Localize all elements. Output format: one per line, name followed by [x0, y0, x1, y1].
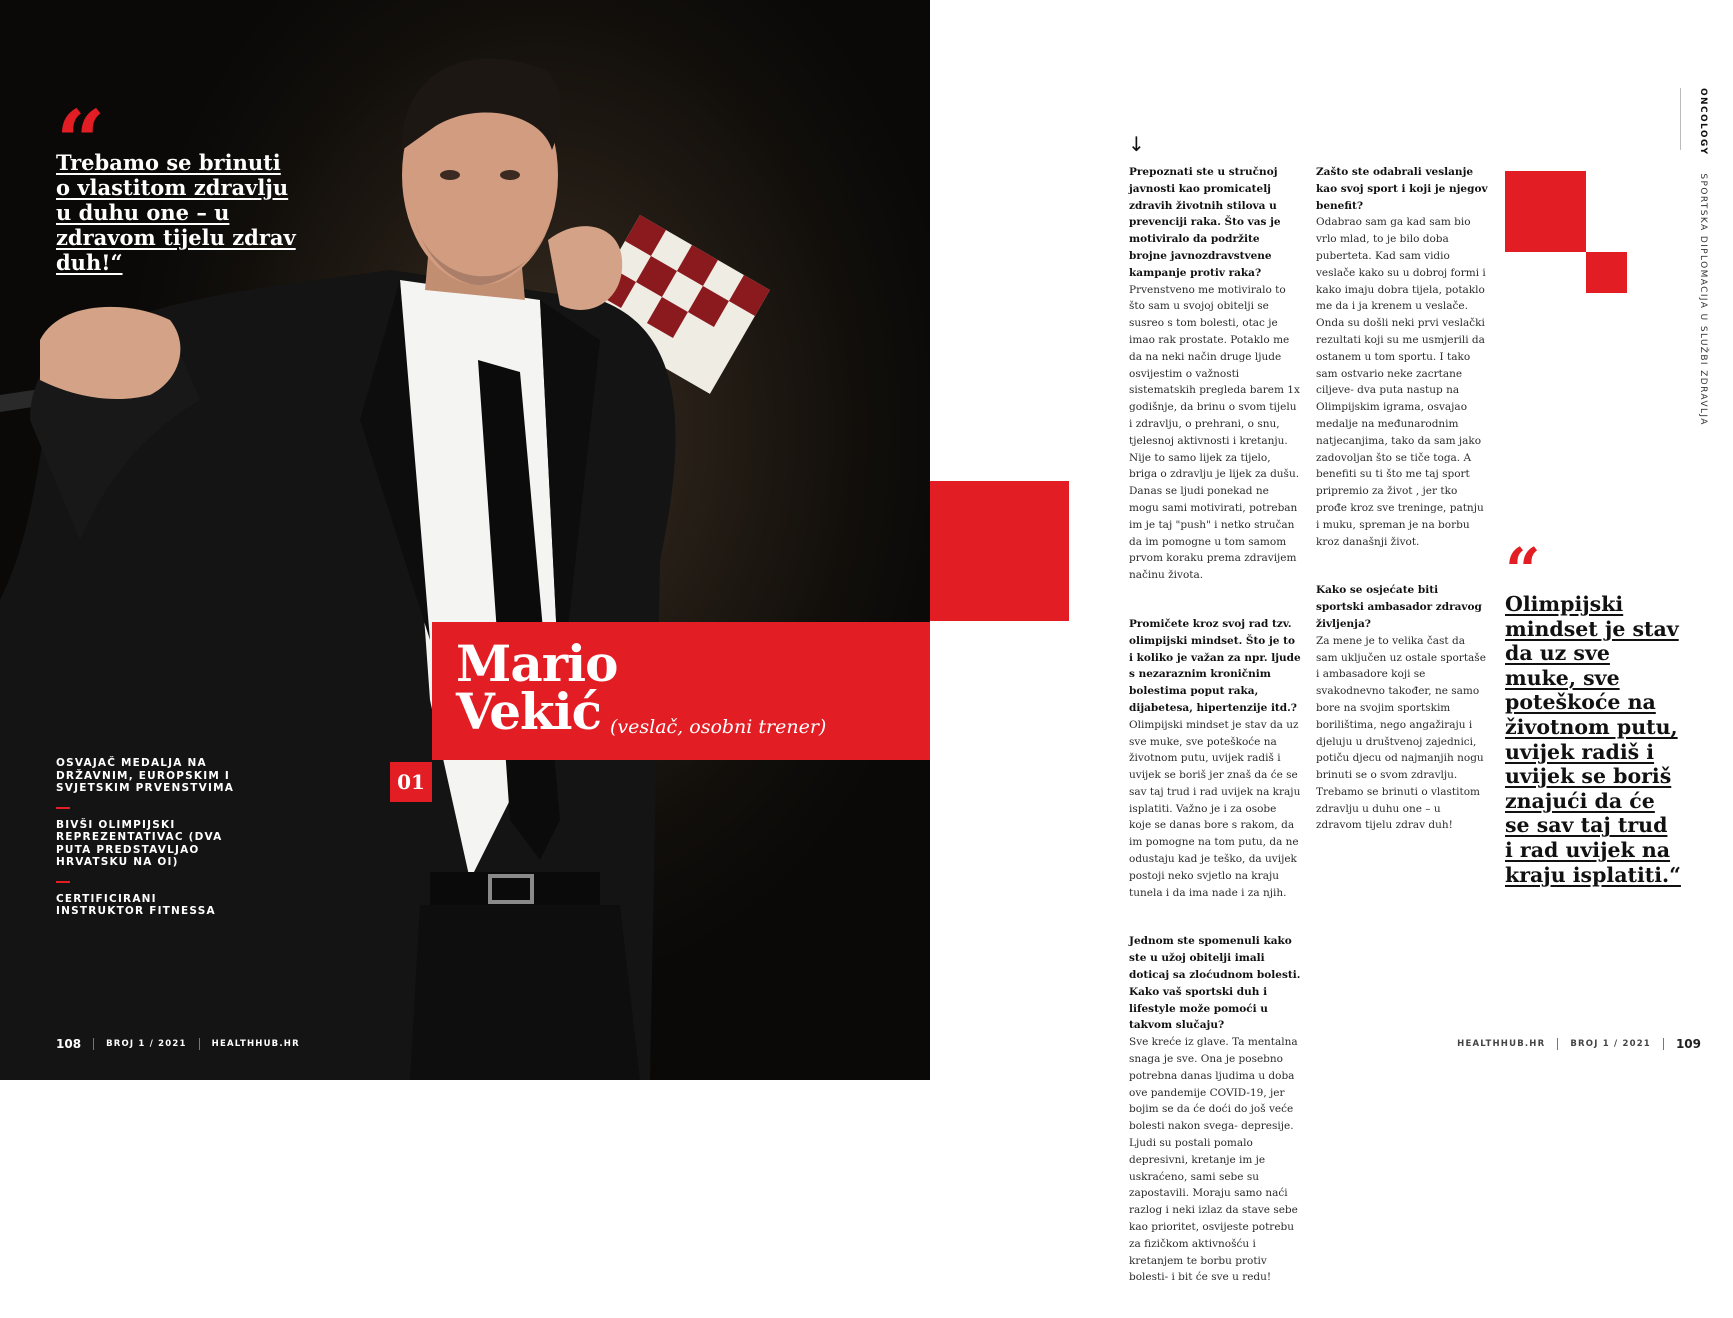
section-title: SPORTSKA DIPLOMACIJA U SLUŽBI ZDRAVLJA — [1698, 173, 1708, 426]
issue-label: BROJ 1 / 2021 — [1570, 1039, 1651, 1049]
qa-block — [1316, 164, 1488, 550]
section-category: ONCOLOGY — [1698, 88, 1708, 156]
pull-quote-left: Trebamo se brinuti o vlastitom zdravlju u duhu one – u zdravom tijelu zdrav duh!“ — [56, 150, 296, 275]
footer-left — [56, 1037, 300, 1051]
red-accent-block — [930, 481, 1069, 621]
footer-divider — [1663, 1038, 1664, 1050]
left-page — [0, 0, 930, 1080]
issue-label: BROJ 1 / 2021 — [106, 1039, 187, 1049]
name-last: Vekić — [456, 682, 602, 741]
qa-block — [1316, 582, 1488, 834]
arrow-down-icon: ↓ — [1128, 132, 1145, 156]
qa-question: Promičete kroz svoj rad tzv. olimpijski mindset. Što je to i koliko je važan za npr. ljude s nezaraznim kroničnim bolestima poput raka, dijabetesa, hipertenzije itd.? — [1129, 617, 1301, 714]
article-column-1 — [1129, 164, 1301, 1318]
qa-answer: Za mene je to velika čast da sam uključen uz ostale sportaše i ambasadore koji se svakodnevno također, ne samo bore na svojim sportskim borilištima, nego angažiraju i djeluju u društvenoj zajednici, potiču djecu od najmanjih nogu brinuti se o svom zdravlju. Trebamo se brinuti o vlastitom zdravlju u duhu one – u zdravom tijelu zdrav duh! — [1316, 634, 1486, 832]
pull-quote-right: Olimpijski mindset je stav da uz sve muke, sve poteškoće na životnom putu, uvijek radiš i uvijek se boriš znajući da će se sav taj trud i rad uvijek na kraju isplatiti.“ — [1505, 592, 1681, 887]
qa-question: Jednom ste spomenuli kako ste u užoj obitelji imali doticaj sa zloćudnom bolesti. Kako vaš sportski duh i lifestyle može pomoći u takvom slučaju? — [1129, 935, 1301, 1032]
site-link[interactable]: HEALTHHUB.HR — [211, 1039, 300, 1049]
section-label — [1690, 88, 1708, 426]
quote-mark-icon: “ — [1505, 534, 1536, 607]
article-number: 01 — [390, 762, 432, 802]
person-name — [456, 634, 618, 741]
fact-divider — [56, 807, 70, 809]
qa-answer: Prvenstveno me motiviralo to što sam u svojoj obitelji se susreo s tom bolesti, otac je imao rak prostate. Potaklo me da na neki način druge ljude osvijestim o važnosti sistematskih pregleda barem 1x godišnje, da brinu o svom tijelu i zdravlju, o prehrani, o snu, tjelesnoj aktivnosti i kretanju. Nije to samo lijek za tijelo, briga o zdravlju je lijek za dušu. Danas se ljudi ponekad ne mogu sami motivirati, potreban im je taj "push" i netko stručan da im pomogne u tom samom prvom koraku prema zdravijem načinu života. — [1129, 283, 1300, 582]
name-first: Mario — [456, 634, 618, 693]
page-number: 109 — [1675, 1037, 1701, 1051]
fact-item: CERTIFICIRANI INSTRUKTOR FITNESSA — [56, 892, 216, 917]
fact-item: BIVŠI OLIMPIJSKI REPREZENTATIVAC (DVA PUTA PREDSTAVLJAO HRVATSKU NA OI) — [56, 818, 223, 868]
footer-divider — [93, 1038, 94, 1050]
qa-answer: Sve kreće iz glave. Ta mentalna snaga je sve. Ona je posebno potrebna danas ljudima u doba ove pandemije COVID-19, jer bojim se da će doći do još veće bolesti nakon svega- depresije. Ljudi su postali pomalo depresivni, kretanje im je uskraćeno, sami sebe su zapostavili. Moraju samo naći razlog i neki izlaz da stave sebe kao prioritet, osvijeste potrebu za fizičkom aktivnošću i kretanjem te borbu protiv bolesti- i bit će sve u redu! — [1129, 1036, 1298, 1284]
name-band — [432, 622, 930, 760]
qa-question: Prepoznati ste u stručnoj javnosti kao promicatelj zdravih životnih stilova u prevenciji raka. Što vas je motiviralo da podržite brojne javnozdravstvene kampanje protiv raka? — [1129, 166, 1281, 279]
quote-mark-icon: “ — [56, 92, 100, 193]
side-divider — [1680, 88, 1681, 150]
red-square-large — [1505, 171, 1586, 252]
qa-block — [1129, 933, 1301, 1286]
fact-item: OSVAJAČ MEDALJA NA DRŽAVNIM, EUROPSKIM I SVJETSKIM PRVENSTVIMA — [56, 757, 235, 794]
footer-divider — [1557, 1038, 1558, 1050]
qa-question: Kako se osjećate biti sportski ambasador zdravog življenja? — [1316, 584, 1482, 630]
site-link[interactable]: HEALTHHUB.HR — [1457, 1039, 1546, 1049]
qa-answer: Olimpijski mindset je stav da uz sve muke, sve poteškoće na životnom putu, uvijek radiš i uvijek se boriš jer znaš da će se sav taj trud i rad uvijek na kraju isplatiti. Važno je i za osobe koje se danas bore s rakom, da im pomogne na tom putu, da ne odustaju kad je teško, da uvijek postoji neko svjetlo na kraju tunela i da ima nade i za njih. — [1129, 718, 1301, 899]
qa-block — [1129, 616, 1301, 902]
facts-list — [56, 757, 236, 918]
footer-divider — [199, 1038, 200, 1050]
red-square-small — [1586, 252, 1627, 293]
fact-divider — [56, 881, 70, 883]
article-column-2 — [1316, 164, 1488, 866]
footer-right — [1457, 1037, 1701, 1051]
qa-answer: Odabrao sam ga kad sam bio vrlo mlad, to je bilo doba puberteta. Kad sam vidio veslače kako su u dobroj formi i kako imaju dobra tijela, potaklo me da i ja krenem u veslače. Onda su došli neki prvi veslački rezultati koji su me usmjerili da ostanem u tom sportu. I tako sam ostvario neke zacrtane ciljeve- dva puta nastup na Olimpijskim igrama, osvajao medalje na međunarodnim natjecanjima, tako da sam jako zadovoljan što se tiče toga. A benefiti su ti što me taj sport pripremio za život , jer tko prođe kroz sve treninge, patnju i muku, spreman je na borbu kroz današnji život. — [1316, 216, 1486, 548]
name-subtitle: (veslač, osobni trener) — [610, 716, 827, 738]
qa-block — [1129, 164, 1301, 584]
qa-question: Zašto ste odabrali veslanje kao svoj sport i koji je njegov benefit? — [1316, 166, 1488, 212]
page-number: 108 — [56, 1037, 82, 1051]
